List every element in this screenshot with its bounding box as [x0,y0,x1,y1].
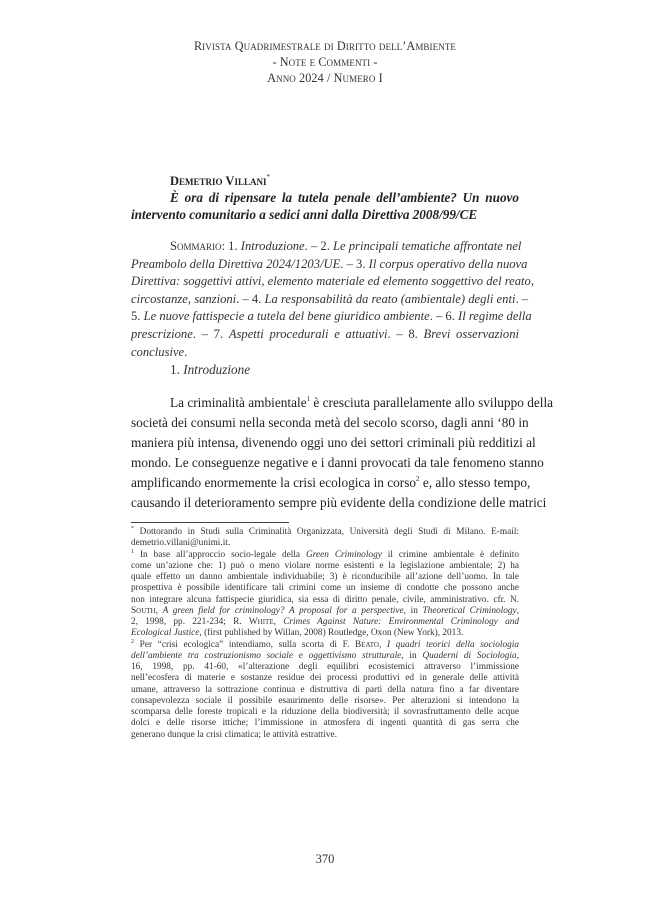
summary-line: Sommario: 1. Introduzione. – 2. Le principali tematiche affrontate nel [170,239,522,253]
page-number: 370 [315,852,335,866]
footnote-ref-2: 2 [416,475,420,484]
footnote-line: dolci e delle risorse ittiche; l’immissione in atmosfera di ingenti quantità di gas serra che [131,718,519,729]
footnote-line: dell’ambiente tra costruzionismo sociale e oggettivismo strutturale, in Quaderni di Sociologia, [131,650,519,661]
footnote-ref-1: 1 [306,395,311,403]
footnote-line: consapevolezza sociale il possibile esaurimento delle risorse». Per alterazioni si intendono la [131,695,519,706]
body-line: società dei consumi nella seconda metà del secolo scorso, dagli anni ‘80 in [131,415,529,431]
footnote-line: demetrio.villani@unimi.it. [131,538,231,549]
body-line: amplificando enormemente la crisi ecologica in corso$^2$ e, allo stesso tempo, [131,475,531,491]
article-title-line-2: intervento comunitario a sedici anni dalla Direttiva 2008/99/CE [131,207,478,222]
body-line: maniera più intensa, divenendo oggi uno dei settori criminali più redditizi al [131,435,536,451]
footnote-separator [131,522,289,523]
journal-section: - Note e Commenti - [272,55,378,69]
footnote-line: Ecological Justice, (first published by Willan, 2008) Routledge, Oxon (New York), 2013. [131,628,464,639]
summary-line: circostanze, sanzioni. – 4. La responsabilità da reato (ambientale) degli enti. – [131,291,529,306]
journal-header [0,38,650,86]
footnote-line: South, A green field for criminology? A proposal for a perspective, in Theoretical Criminology, [131,605,519,616]
summary-line: Direttiva: soggettivi attivi, elemento materiale ed elemento soggettivo del reato, [131,274,535,289]
summary-line: Preambolo della Direttiva 2024/1203/UE. – 3. Il corpus operativo della nuova [131,256,528,271]
summary-line: conclusive. [131,344,188,359]
summary-line: prescrizione. – 7. Aspetti procedurali e attuativi. – 8. Brevi osservazioni [131,326,520,341]
body-paragraph [131,393,554,514]
body-line: causando il deterioramento sempre più evidente della condizione delle matrici [131,495,547,511]
footnote-line: umane, attraverso la sottrazione continua e distruttiva di parti della natura fino a far diventare [131,684,519,695]
journal-issue: Anno 2024 / Numero I [267,71,383,85]
footnote-line: $^1$ In base all’approccio socio-legale della Green Criminology il crimine ambientale è definito [131,548,519,560]
section-heading: 1. Introduzione [170,362,251,377]
footnote-line: 16, 1998, pp. 41-60, «l’alterazione degli equilibri ecosistemici attraverso l’immissione [131,662,519,672]
body-line: mondo. Le conseguenze negative e i danni provocati da tale fenomeno stanno [131,455,544,471]
footnote-line: scomparsa delle foreste tropicali e la riduzione della biodiversità; il sovrasfruttamento delle acque [131,707,519,717]
footnote-line: generano dunque la crisi climatica; le attività estrattive. [131,729,337,740]
journal-name: Rivista Quadrimestrale di Diritto dell’Ambiente [193,39,457,53]
table-of-contents-summary [131,238,535,361]
footnote-line: prospettiva è possibile identificare tali crimini come un insieme di condotte che possono anche [131,583,519,594]
footnote-line: $^2$ Per “crisi ecologica” intendiamo, sulla scorta di F. Beato, I quadri teorici della sociologia [131,638,520,650]
author-name: Demetrio Villani* [170,173,270,188]
author-footnote-mark: * [266,173,270,181]
footnote-line: 2, 1998, pp. 221-234; R. White, Crimes Against Nature: Environmental Criminology and [131,617,520,627]
footnote-line: non integrare alcuna fattispecie giuridica, sia essa di diritto penale, civile, amministrativo. cfr. N. [131,594,519,605]
body-line: La criminalità ambientale$^1$ è cresciuta parallelamente allo sviluppo della [170,395,554,410]
article-title-line-1: È ora di ripensare la tutela penale dell’ambiente? Un nuovo [170,190,519,205]
footnote-line: come un’azione che: 1) può o meno violare norme esistenti e la legislazione ambientale; 2) ha [131,560,519,571]
footnote-line: quale effetto un danno ambientale individuabile; 3) è riconducibile all’azione dell’uomo. In tale [131,572,519,582]
summary-line: 5. Le nuove fattispecie a tutela del bene giuridico ambiente. – 6. Il regime della [131,309,532,324]
footnote-line: * Dottorando in Studi sulla Criminalità Organizzata, Università degli Studi di Milano. E-mail: [131,526,519,537]
footnote-line: nell’ecosfera di materie e sostanze residue dei processi produttivi ed in generale delle attività [131,673,519,684]
footnotes [131,527,519,741]
